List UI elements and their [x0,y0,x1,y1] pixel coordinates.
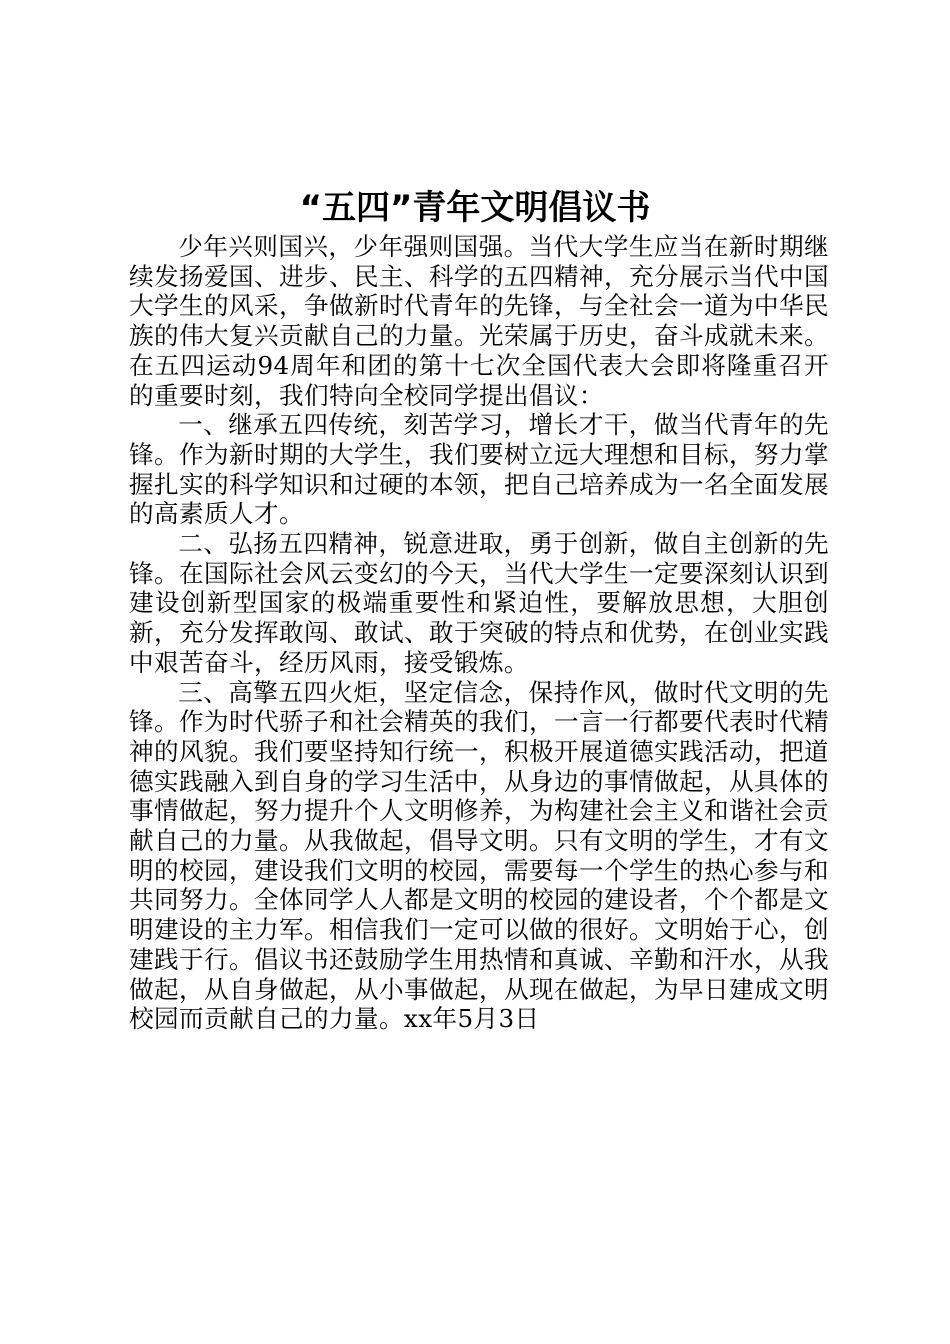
paragraph-proposal-1: 一、继承五四传统，刻苦学习，增长才干，做当代青年的先锋。作为新时期的大学生，我们要树立远大理想和目标，努力掌握扎实的科学知识和过硬的本领，把自己培养成为一名全面发展的高素质人才。 [129,410,829,529]
paragraph-proposal-3: 三、高擎五四火炬，坚定信念，保持作风，做时代文明的先锋。作为时代骄子和社会精英的我们，一言一行都要代表时代精神的风貌。我们要坚持知行统一，积极开展道德实践活动，把道德实践融入到自身的学习生活中，从身边的事情做起，从具体的事情做起，努力提升个人文明修养，为构建社会主义和谐社会贡献自己的力量。从我做起，倡导文明。只有文明的学生，才有文明的校园，建设我们文明的校园，需要每一个学生的热心参与和共同努力。全体同学人人都是文明的校园的建设者，个个都是文明建设的主力军。相信我们一定可以做的很好。文明始于心，创建践于行。倡议书还鼓励学生用热情和真诚、辛勤和汗水，从我做起，从自身做起，从小事做起，从现在做起，为早日建成文明校园而贡献自己的力量。xx年5月3日 [129,677,829,1034]
document-title: “五四”青年文明倡议书 [299,188,651,228]
paragraph-intro: 少年兴则国兴，少年强则国强。当代大学生应当在新时期继续发扬爱国、进步、民主、科学的五四精神，充分展示当代中国大学生的风采，争做新时代青年的先锋，与全社会一道为中华民族的伟大复兴贡献自己的力量。光荣属于历史，奋斗成就未来。在五四运动94周年和团的第十七次全国代表大会即将隆重召开的重要时刻，我们特向全校同学提出倡议： [129,232,829,410]
document-body [129,232,829,1034]
paragraph-proposal-2: 二、弘扬五四精神，锐意进取，勇于创新，做自主创新的先锋。在国际社会风云变幻的今天，当代大学生一定要深刻认识到建设创新型国家的极端重要性和紧迫性，要解放思想，大胆创新，充分发挥敢闯、敢试、敢于突破的特点和优势，在创业实践中艰苦奋斗，经历风雨，接受锻炼。 [129,529,829,677]
